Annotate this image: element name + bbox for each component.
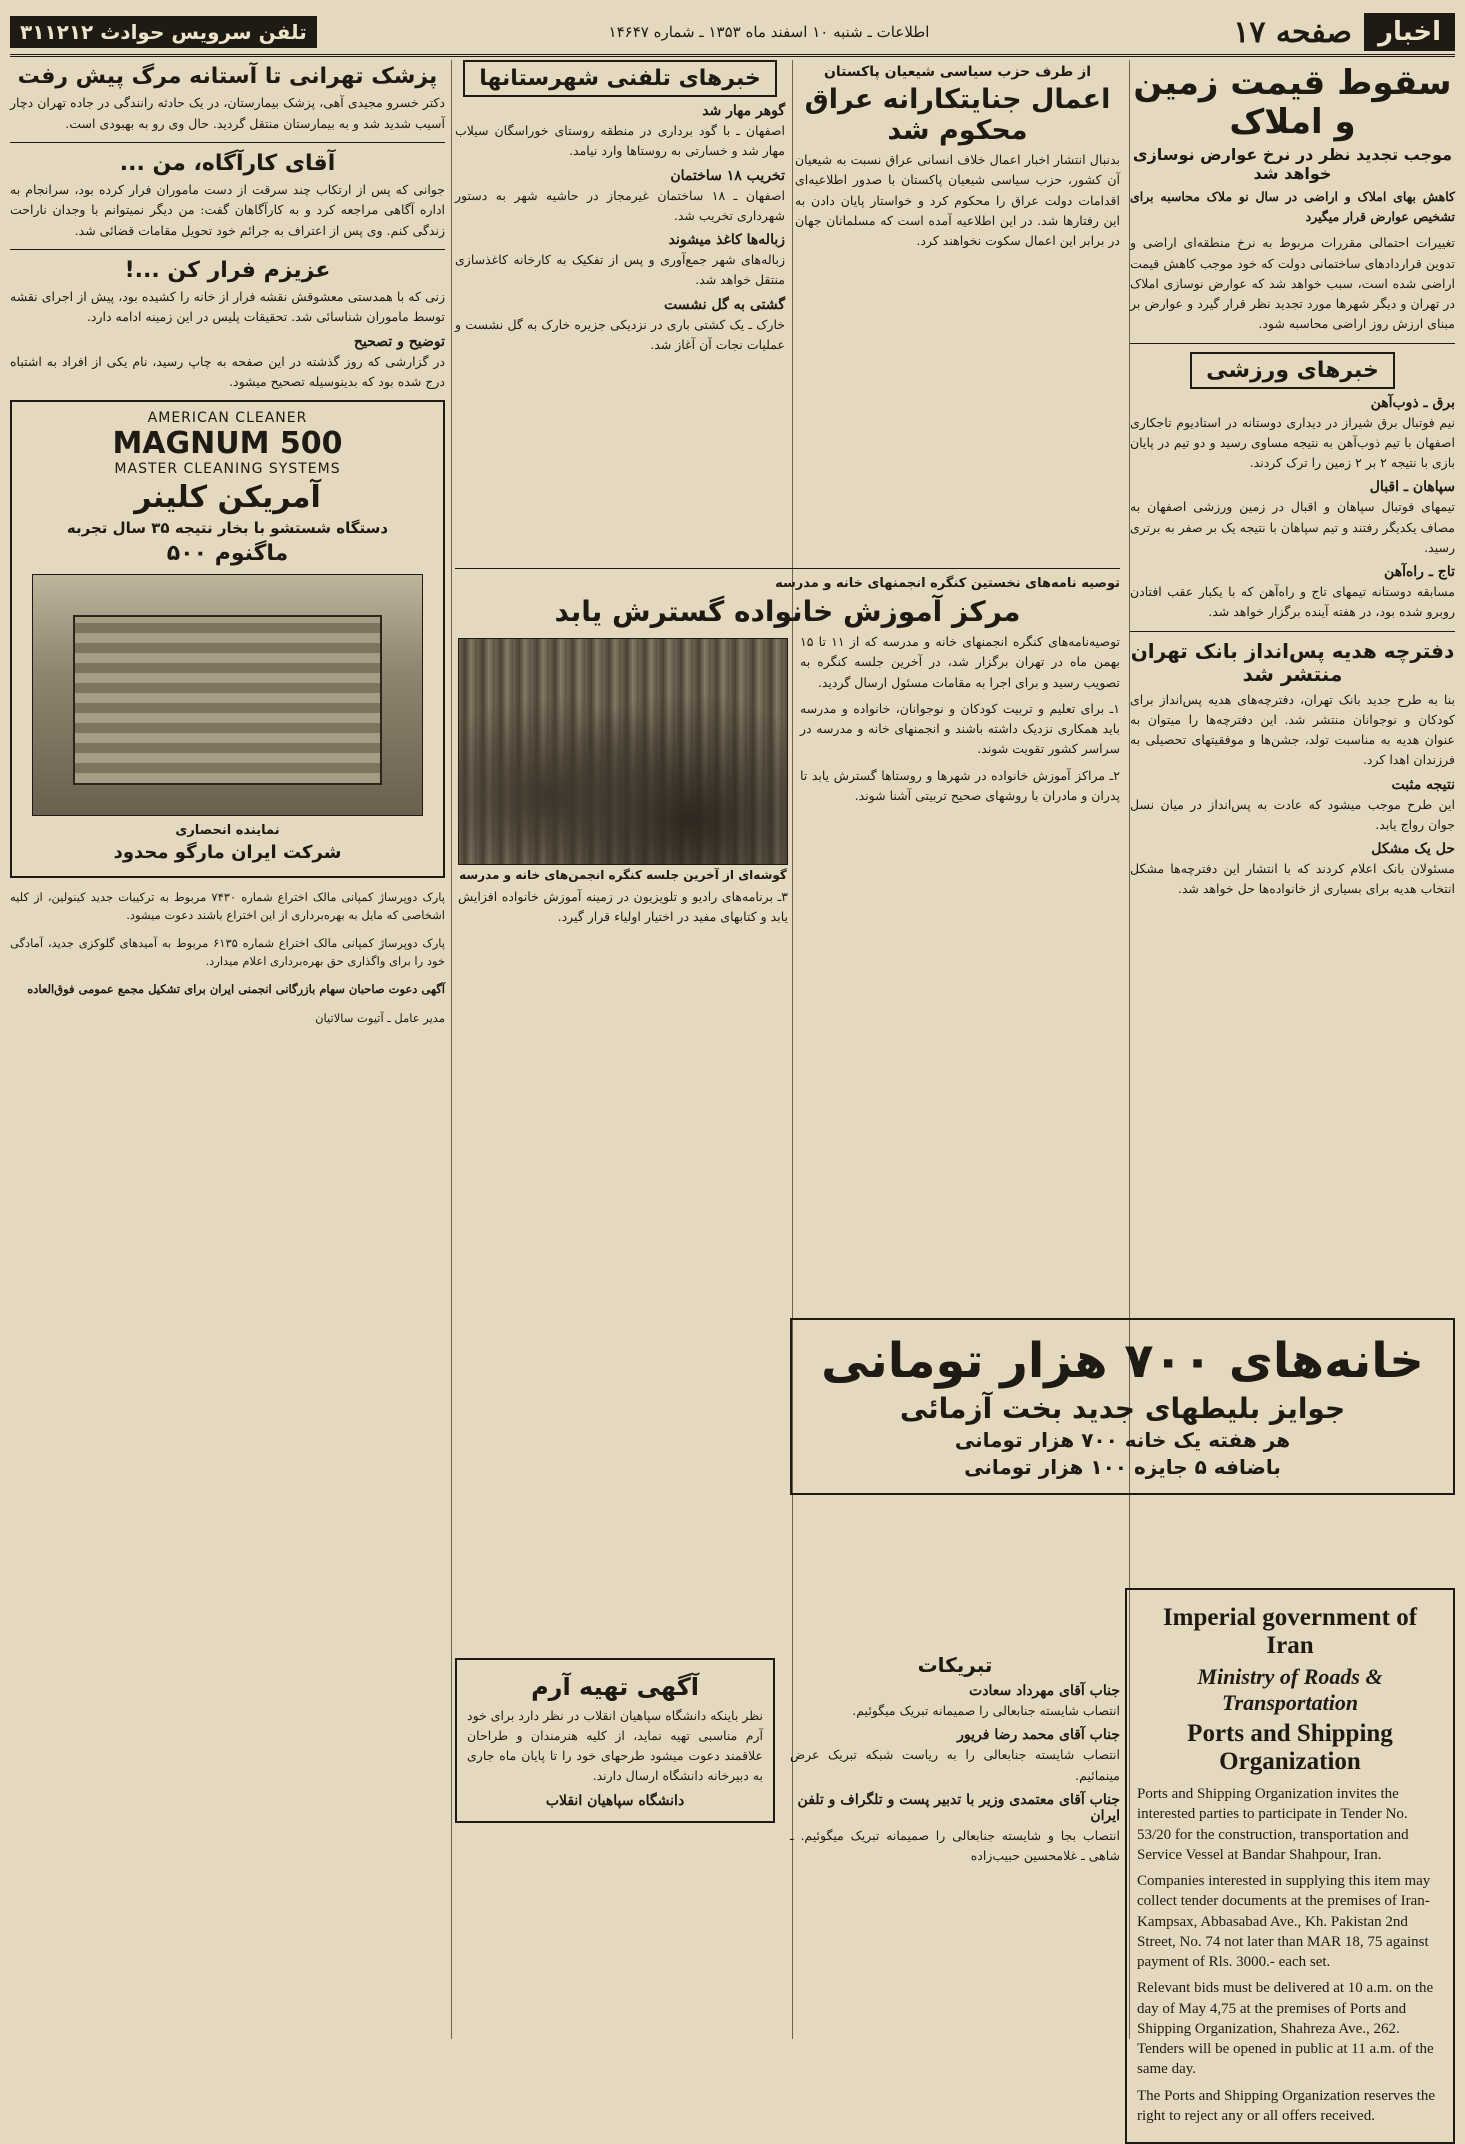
province-item-title: گشتی به گل نشست (664, 296, 785, 313)
land-headline: سقوط قیمت زمین و املاک (1133, 63, 1452, 143)
magnum-fa-sub: دستگاه شستشو با بخار نتیجه ۳۵ سال تجربه (66, 518, 389, 537)
sports-item3-body: مسابقه دوستانه تیمهای تاج و راه‌آهن که با یکبار عقب افتادن روبرو شده بود، در هفته آینده برگزار خواهد شد. (1130, 584, 1455, 620)
doctor-body: دکتر خسرو مجیدی آهی، پزشک بیمارستان، در یک حادثه رانندگی در جاده تهران دچار آسیب شدید شد و به بیمارستان منتقل گردید. حال وی رو به بهبودی است. (10, 95, 445, 131)
land-body: تغییرات احتمالی مقررات مربوط به نرخ منطقه‌ای اراضی و تدوین قراردادهای ساختمانی دولت که خود موجب کاهش قیمت اراضی شده است، سبب خواهد شد که عوارض نوسازی املاک در تهران و دیگر شهرها مورد تجدید نظر قرار گیرد و عوارض بر مبنای ارزش روز اراضی محاسبه شود. (1130, 235, 1455, 332)
magnum-ad (10, 400, 445, 878)
arman-ad (455, 1658, 775, 1823)
tender-ministry: Ministry of Roads & Transportation (1197, 1664, 1383, 1715)
tender-title: Imperial government of Iran (1162, 1604, 1418, 1659)
arman-signature: دانشگاه سپاهیان انقلاب (545, 1792, 685, 1809)
doctor-headline: پزشک تهرانی تا آستانه مرگ پیش رفت (17, 64, 438, 89)
lottery-subtitle: جوایز بلیطهای جدید بخت آزمائی (899, 1392, 1346, 1426)
magnum-company: شرکت ایران مارگو محدود (113, 842, 342, 864)
province-item-title: زباله‌ها کاغذ میشوند (668, 232, 785, 248)
savings-body: بنا به طرح جدید بانک تهران، دفترچه‌های هدیه پس‌انداز برای کودکان و نوجوانان منتشر شد. این دفترچه‌ها را میتوان به عنوان هدیه به مناسبت تولد، جشن‌ها و موفقیتهای تحصیلی به فرزندان اهدا کرد. (1130, 691, 1455, 768)
magnum-fa-model: ماگنوم ۵۰۰ (166, 540, 289, 566)
pakistan-headline: اعمال جنایتکارانه عراق محکوم شد (804, 84, 1111, 147)
divider (455, 568, 1120, 569)
pakistan-kicker: از طرف حزب سیاسی شیعیان پاکستان (823, 64, 1092, 80)
congrats-block (790, 1650, 1120, 1872)
savings-body3: مسئولان بانک اعلام کردند که با انتشار این دفترچه‌ها مشکل انتخاب هدیه برای بسیاری از خانواده‌ها حل خواهد شد. (1130, 861, 1455, 897)
congrats-name: جناب آقای معتمدی وزیر با تدبیر پست و تلگراف و تلفن ایران (797, 1791, 1120, 1824)
family-headline: مرکز آموزش خانواده گسترش یابد (554, 594, 1021, 628)
column-divider (451, 60, 452, 2039)
congrats-body: انتصاب شایسته جنابعالی را صمیمانه تبریک میگوئیم. (852, 1703, 1120, 1718)
lottery-ad (790, 1318, 1455, 1495)
congrats-name: جناب آقای محمد رضا فریور (957, 1727, 1120, 1744)
divider (1130, 631, 1455, 632)
magnum-fa-title: آمریکن کلینر (134, 480, 321, 516)
savings-body2: این طرح موجب میشود که عادت به پس‌انداز در میان نسل جوان رواج یابد. (1130, 796, 1455, 832)
magnum-brand-small: AMERICAN CLEANER (147, 410, 308, 427)
detective-headline: آقای کارآگاه، من ... (119, 150, 336, 176)
notice-3: آگهی دعوت صاحبان سهام بازرگانی انجمنی ایران برای تشکیل مجمع عمومی فوق‌العاده (27, 982, 445, 997)
divider (1130, 343, 1455, 344)
divider (10, 142, 445, 143)
arman-body: نظر باینکه دانشگاه سپاهیان انقلاب در نظر دارد برای خود آرم مناسبی تهیه نماید، از کلیه هنرمندان و طراحان علاقمند دعوت میشود طرحهای خود را تا پایان ماه جاری به دبیرخانه دانشگاه ارسال دارند. (467, 1707, 763, 1784)
cleaning-machine-image (32, 574, 423, 816)
runaway-headline: عزیزم فرار کن ...! (124, 257, 331, 283)
lottery-title: خانه‌های ۷۰۰ هزار تومانی (821, 1333, 1424, 1389)
family-center-story (455, 560, 1120, 933)
page-header (10, 10, 1455, 57)
province-item-title: تخریب ۱۸ ساختمان (670, 167, 785, 184)
tender-p3: Relevant bids must be delivered at 10 a.m. on the day of May 4,75 at the premises of Ports and Shipping Organization, Shahreza Ave., 262. Tenders will be opened in public at 11 a.m. of the same day. (1137, 1980, 1434, 2078)
congrats-name: جناب آقای مهرداد سعادت (969, 1683, 1120, 1699)
dateline: اطلاعات ـ شنبه ۱۰ اسفند ماه ۱۳۵۳ ـ شماره ۱۴۶۴۷ (608, 23, 930, 41)
notice-1: پارک دوپرساژ کمپانی مالک اختراع شماره ۷۴۳۰ مربوط به ترکیبات جدید کینولین، از کلیه اشخاصی که مایل به بهره‌برداری از این اختراع باشند دعوت میشود. (10, 890, 445, 922)
province-item-body: اصفهان ـ ۱۸ ساختمان غیرمجاز در حاشیه شهر به دستور شهرداری تخریب شد. (455, 187, 785, 223)
lottery-line1: هر هفته یک خانه ۷۰۰ هزار تومانی (954, 1428, 1291, 1453)
tender-p4: The Ports and Shipping Organization reserves the right to reject any or all offers received. (1137, 2087, 1435, 2124)
family-body2: ۱ـ برای تعلیم و تربیت کودکان و نوجوانان، خانواده و مدرسه باید همکاری نزدیک داشته باشند و انجمنهای خانه و مدرسه در سراسر کشور تقویت شوند. (800, 700, 1120, 757)
correction-title: توضیح و تصحیح (353, 333, 445, 350)
savings-sub2: حل یک مشکل (1371, 841, 1455, 858)
runaway-body: زنی که با همدستی معشوقش نقشه فرار از خانه را کشیده بود، پیش از اجرای نقشه توسط ماموران شناسائی شد. تحقیقات پلیس در این زمینه ادامه دارد. (10, 289, 445, 325)
sports-item3-title: تاج ـ راه‌آهن (1384, 564, 1455, 581)
detective-body: جوانی که پس از ارتکاب چند سرقت از دست ماموران فرار کرده بود، سرانجام به اداره آگاهی مراجعه کرد و به کارآگاهان گفت: من دیگر نمیتوانم با وجدان ناراحت زندگی کنم. وی پس از اعتراف به جرائم خود تحویل مقامات قضائی شد. (10, 182, 445, 238)
sports-item1-body: نیم فوتبال برق شیراز در دیداری دوستانه در استادیوم تاجکاری اصفهان با تیم ذوب‌آهن به نتیجه مساوی رسید و دو تیم در پایان بازی با نتیجه ۲ بر ۲ زمین را ترک کردند. (1130, 414, 1455, 471)
provinces-title: خبرهای تلفنی شهرستانها (463, 60, 777, 97)
congrats-body: انتصاب شایسته جنابعالی را به ریاست شبکه تبریک عرض مینمائیم. (790, 1747, 1120, 1783)
correction-body: در گزارشی که روز گذشته در این صفحه به چاپ رسید، نام یکی از افراد به اشتباه درج شده بود که بدینوسیله تصحیح میشود. (10, 353, 445, 389)
family-kicker: توصیه نامه‌های نخستین کنگره انجمنهای خانه و مدرسه (775, 576, 1120, 591)
savings-sub1: نتیجه مثبت (1391, 776, 1455, 793)
tender-notice (1125, 1588, 1455, 2144)
divider (10, 249, 445, 250)
magnum-tagline: MASTER CLEANING SYSTEMS (114, 461, 341, 478)
sports-item2-body: تیمهای فوتبال سپاهان و اقبال در زمین ورزشی اصفهان به مصاف یکدیگر رفتند و تیم سپاهان با نتیجه یک بر صفر به برتری رسید. (1130, 499, 1455, 555)
congress-photo (458, 638, 788, 865)
magnum-model: MAGNUM 500 (112, 426, 343, 462)
notice-2: پارک دوپرساژ کمپانی مالک اختراع شماره ۶۱۳۵ مربوط به آمیدهای گلوکزی جدید، آمادگی خود را برای واگذاری حق بهره‌برداری اعلام میدارد. (10, 936, 445, 968)
sports-title: خبرهای ورزشی (1190, 352, 1395, 389)
hotline-banner: تلفن سرویس حوادث ۳۱۱۲۱۲ (10, 16, 317, 48)
section-brand: اخبار (1364, 13, 1455, 51)
column-incidents (10, 60, 445, 2039)
photo-caption: گوشه‌ای از آخرین جلسه کنگره انجمن‌های خانه و مدرسه (459, 868, 787, 883)
savings-headline: دفترچه هدیه پس‌انداز بانک تهران منتشر شد (1130, 638, 1455, 686)
arman-title: آگهی تهیه آرم (531, 1673, 699, 1701)
magnum-agent: نماینده انحصاری (175, 823, 280, 839)
sports-item2-title: سپاهان ـ اقبال (1369, 479, 1455, 496)
congrats-body: انتصاب بجا و شایسته جنابعالی را صمیمانه تبریک میگوئیم. ـ شاهی ـ غلامحسین حبیب‌زاده (790, 1827, 1120, 1863)
notice-4: مدیر عامل ـ آتیوت سالاتیان (315, 1011, 445, 1026)
congrats-title: تبریکات (917, 1653, 993, 1677)
province-item-body: زباله‌های شهر جمع‌آوری و پس از تفکیک به کارخانه کاغذسازی منتقل خواهد شد. (455, 252, 785, 288)
family-body1: توصیه‌نامه‌های کنگره انجمنهای خانه و مدرسه که از ۱۱ تا ۱۵ بهمن ماه در تهران برگزار شد، در آخرین جلسه کنگره به تصویب رسید و برای اجرا به مقامات مسئول ارسال گردید. (800, 634, 1121, 690)
family-body4: ۳ـ برنامه‌های رادیو و تلویزیون در زمینه آموزش خانواده افزایش یابد و کتابهای مفید در اختیار اولیاء قرار گیرد. (458, 888, 788, 925)
province-item-body: اصفهان ـ با گود برداری در منطقه روستای خوراسگان سیلاب مهار شد و خسارتی به روستاها وارد نیامد. (455, 123, 785, 159)
tender-org: Ports and Shipping Organization (1187, 1720, 1393, 1775)
land-lede: کاهش بهای املاک و اراضی در سال نو ملاک محاسبه برای تشخیص عوارض قرار میگیرد (1130, 188, 1455, 225)
tender-p2: Companies interested in supplying this item may collect tender documents at the premises of Iran-Kampsax, Abbasabad Ave., Kh. Pakistan 2nd Street, No. 74 not later than MAR 18, 75 against payment of Rls. 3000.- each set. (1137, 1873, 1431, 1970)
province-item-body: خارک ـ یک کشتی باری در نزدیکی جزیره خارک به گل نشست و عملیات نجات آن آغاز شد. (455, 316, 785, 352)
land-subhead: موجب تجدید نظر در نرخ عوارض نوسازی خواهد شد (1132, 145, 1453, 183)
family-body3: ۲ـ مراکز آموزش خانواده در شهرها و روستاها گسترش یابد تا پدران و مادران با روشهای صحیح تربیتی آشنا شوند. (800, 767, 1120, 803)
province-item-title: گوهر مهار شد (702, 103, 785, 119)
lottery-line2: باضافه ۵ جایزه ۱۰۰ هزار تومانی (964, 1455, 1281, 1480)
sports-item1-title: برق ـ ذوب‌آهن (1370, 394, 1455, 411)
page-number: صفحه ۱۷ (1233, 14, 1352, 50)
tender-p1: Ports and Shipping Organization invites the interested parties to participate in Tender No. 53/20 for the construction, transportation and Service Vessel at Bandar Shahpour, Iran. (1137, 1786, 1409, 1863)
pakistan-body: بدنبال انتشار اخبار اعمال خلاف انسانی عراق نسبت به شیعیان آن کشور، حزب سیاسی شیعیان پاکستان با صدور اطلاعیه‌ای اقدامات دولت عراق را محکوم کرد و خواستار پایان دادن به این رفتارها شد. در این اطلاعیه آمده است که مسلمانان جهان در برابر این اعمال سکوت نخواهند کرد. (795, 152, 1120, 249)
